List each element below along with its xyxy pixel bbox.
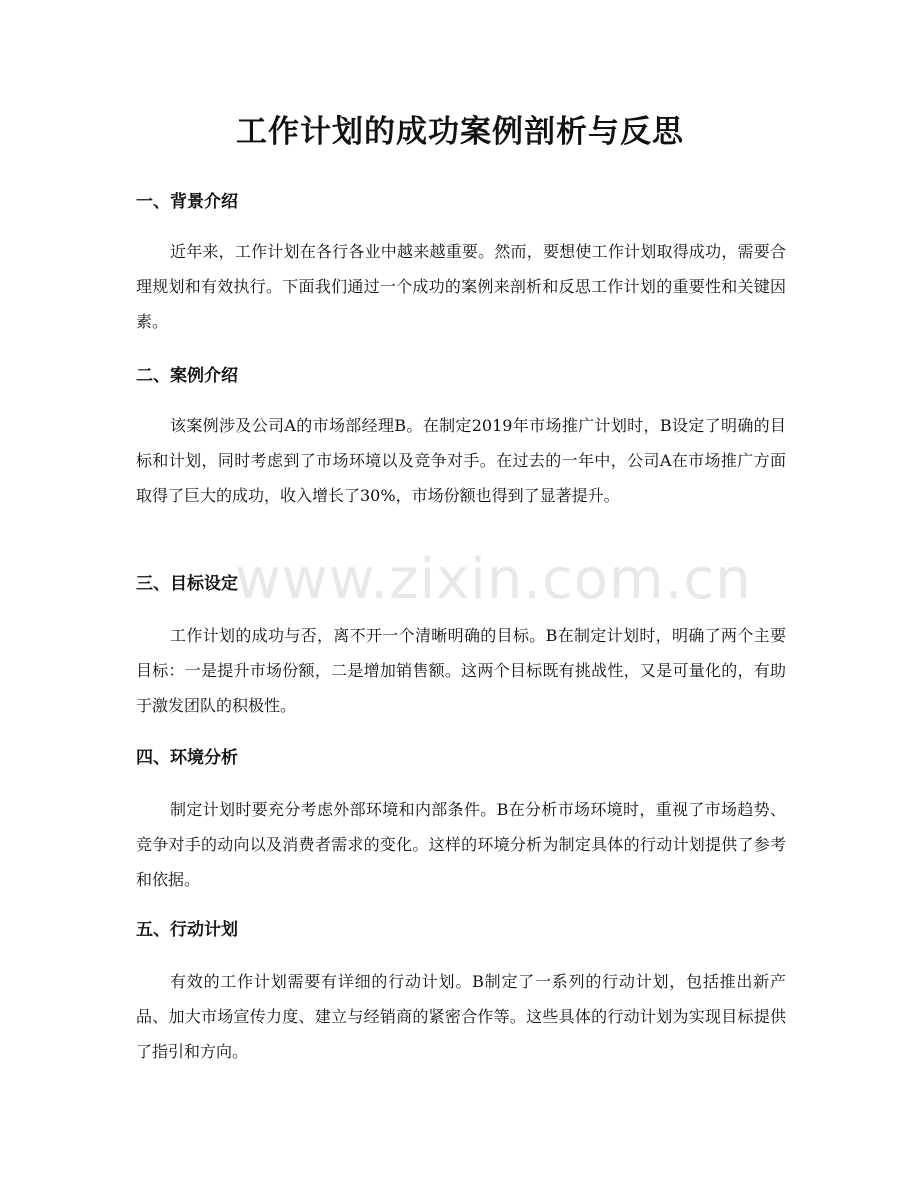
section-body-action: 有效的工作计划需要有详细的行动计划。B制定了一系列的行动计划，包括推出新产品、加大市场宣传力度、建立与经销商的紧密合作等。这些具体的行动计划为实现目标提供了指引和方向。 (136, 972, 786, 1061)
section-heading-environment: 四、环境分析 (136, 748, 238, 768)
section-body-goals: 工作计划的成功与否，离不开一个清晰明确的目标。B在制定计划时，明确了两个主要目标：一是提升市场份额，二是增加销售额。这两个目标既有挑战性，又是可量化的，有助于激发团队的积极性。 (136, 626, 786, 715)
watermark: www.zixin.com.cn (235, 547, 752, 612)
section-heading-background: 一、背景介绍 (136, 192, 238, 212)
section-body-environment: 制定计划时要充分考虑外部环境和内部条件。B在分析市场环境时，重视了市场趋势、竞争对手的动向以及消费者需求的变化。这样的环境分析为制定具体的行动计划提供了参考和依据。 (136, 800, 786, 889)
page-title: 工作计划的成功案例剖析与反思 (236, 114, 684, 150)
section-body-background: 近年来，工作计划在各行各业中越来越重要。然而，要想使工作计划取得成功，需要合理规划和有效执行。下面我们通过一个成功的案例来剖析和反思工作计划的重要性和关键因素。 (136, 242, 786, 331)
section-heading-goals: 三、目标设定 (136, 574, 238, 594)
section-heading-case: 二、案例介绍 (136, 366, 238, 386)
section-body-case: 该案例涉及公司A的市场部经理B。在制定2019年市场推广计划时，B设定了明确的目标和计划，同时考虑到了市场环境以及竞争对手。在过去的一年中，公司A在市场推广方面取得了巨大的成功，收入增长了30%，市场份额也得到了显著提升。 (136, 416, 786, 505)
section-heading-action: 五、行动计划 (136, 920, 238, 940)
